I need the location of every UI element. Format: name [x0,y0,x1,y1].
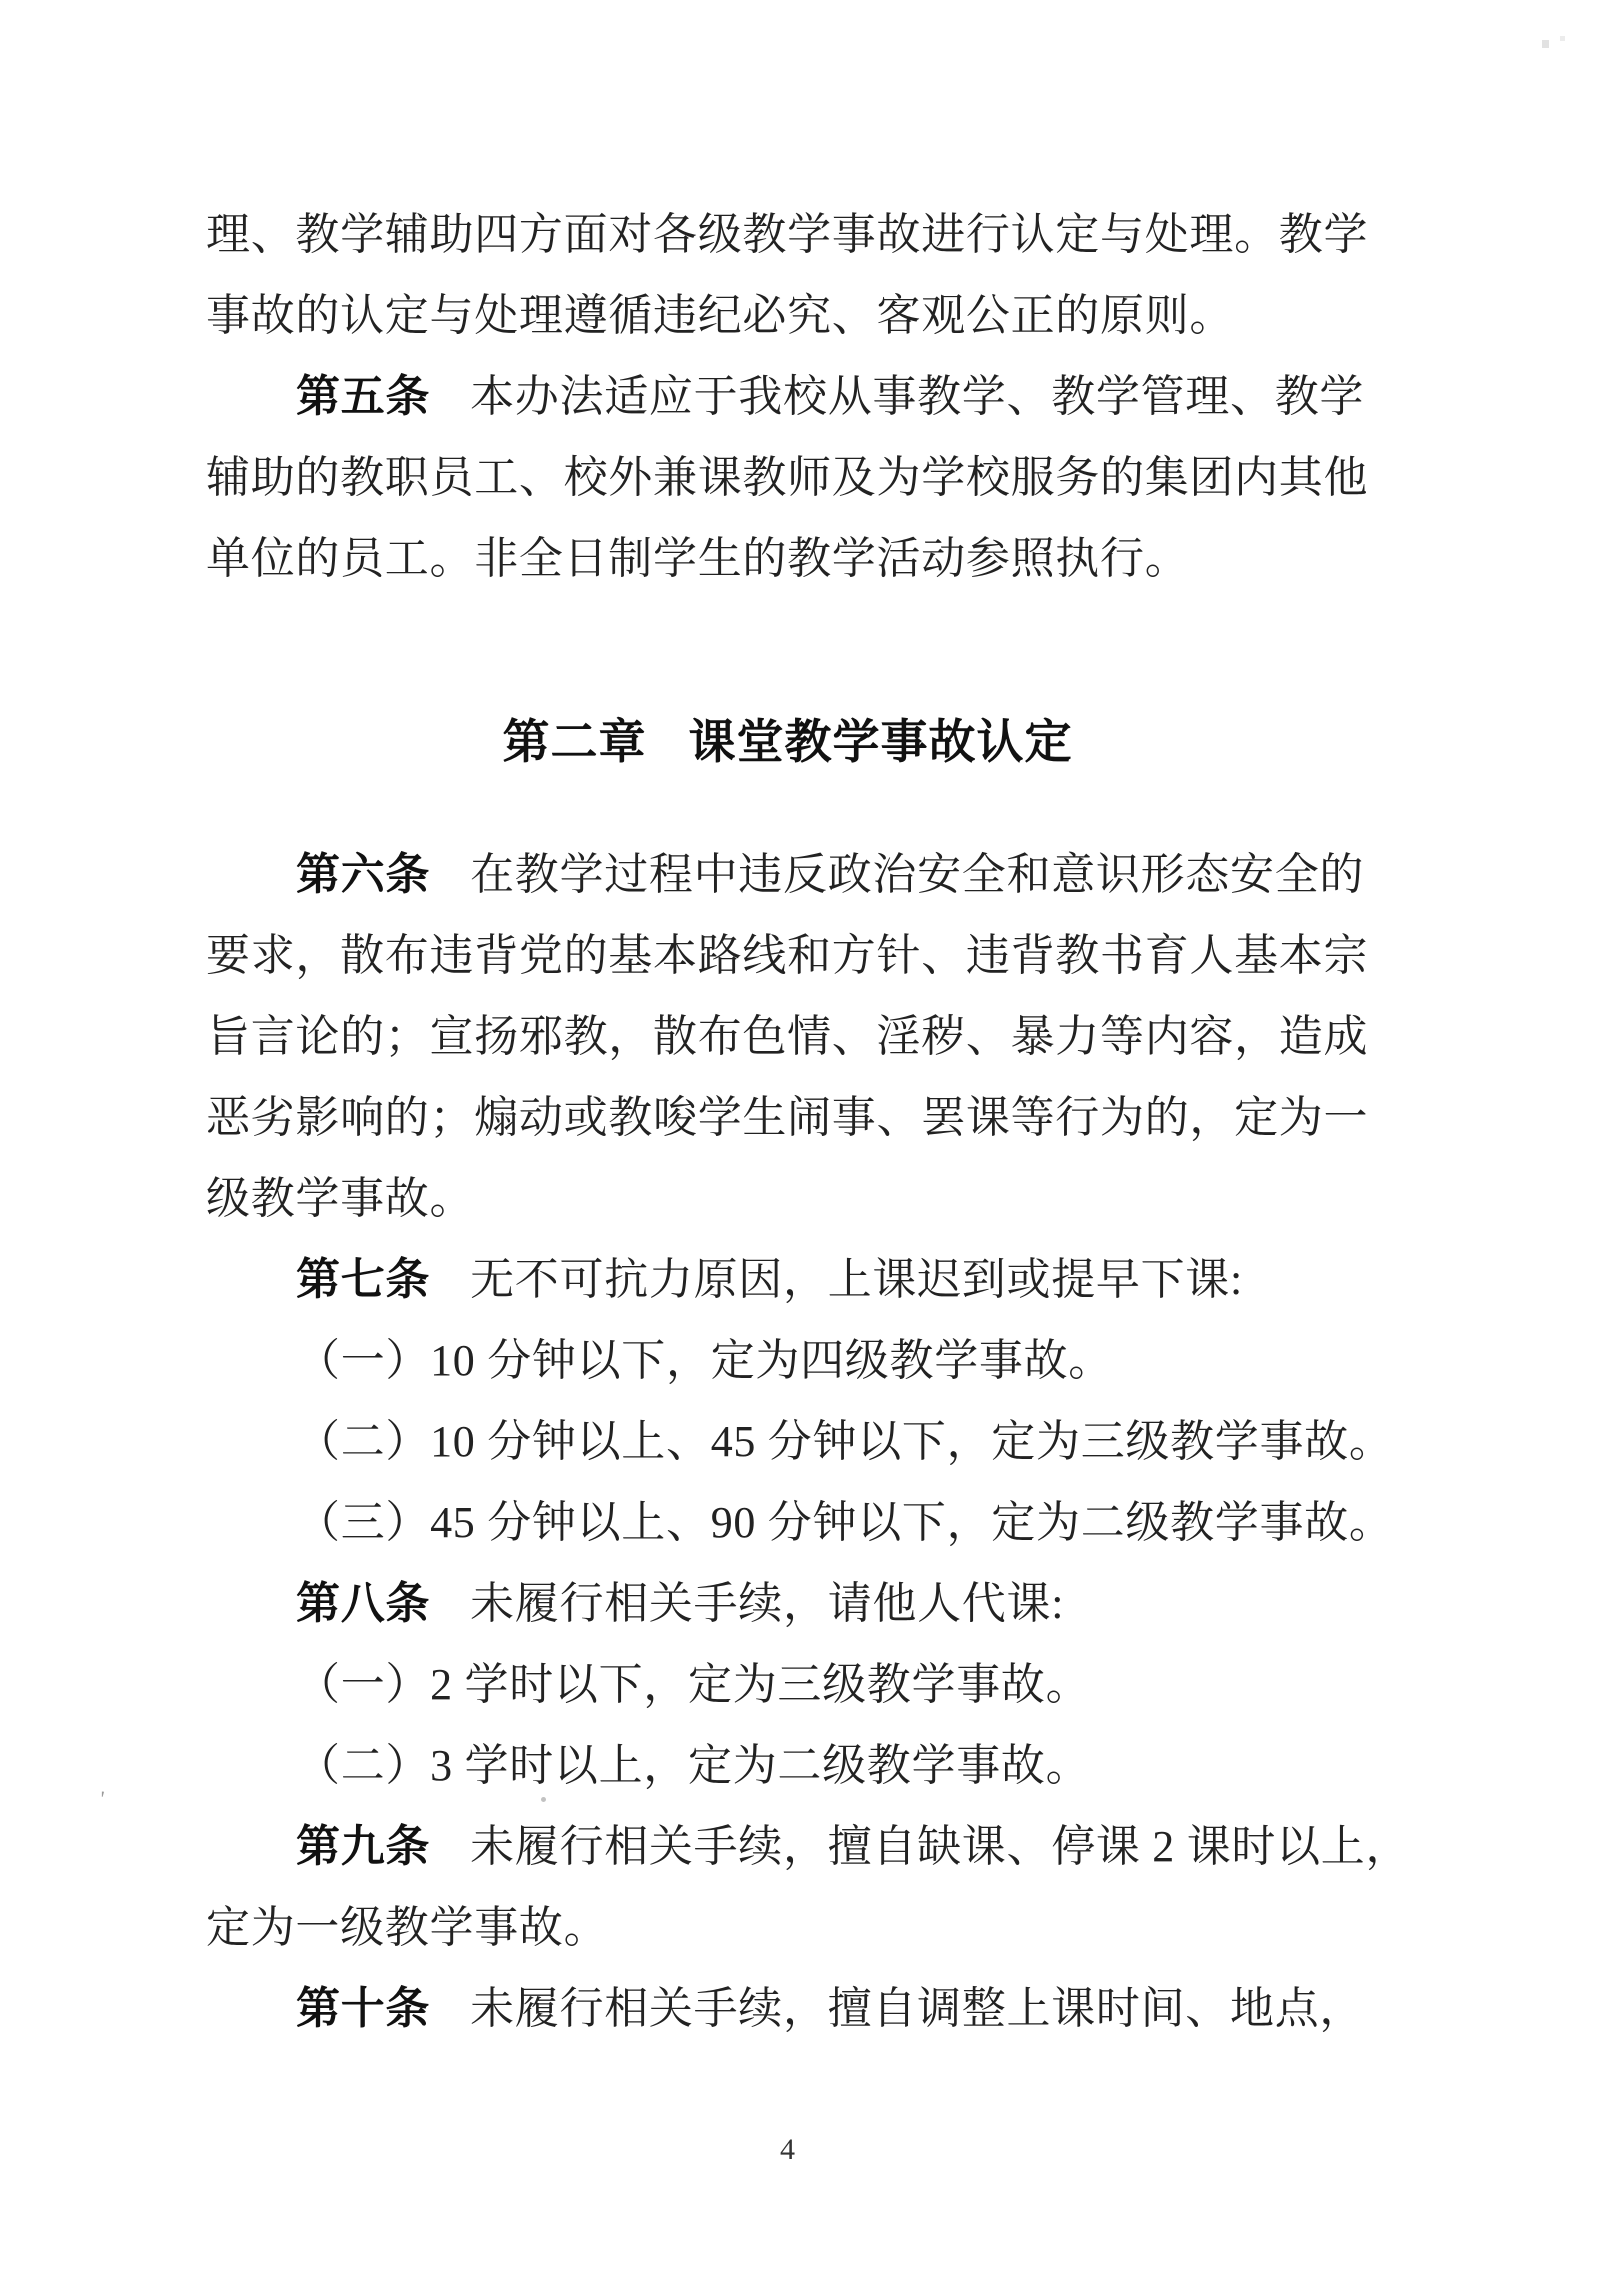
article-label: 第八条 [296,1579,431,1628]
paragraph-group-top [206,194,1369,599]
text-line [206,996,1369,1077]
text-line [206,915,1369,996]
text-line [206,437,1369,518]
line-text: 恶劣影响的；煽动或教唆学生闹事、罢课等行为的，定为一 [206,1093,1369,1142]
line-text: 要求，散布违背党的基本路线和方针、违背教书育人基本宗 [206,931,1369,980]
chapter-title: 课堂教学事故认定 [688,715,1073,768]
section-gap [206,782,1369,834]
text-line [206,1077,1369,1158]
line-text: 事故的认定与处理遵循违纪必究、客观公正的原则。 [206,291,1235,340]
text-line [206,275,1369,356]
text-line [206,1320,1369,1401]
article-label: 第七条 [296,1255,431,1304]
line-text: （三）45 分钟以上、90 分钟以下，定为二级教学事故。 [296,1498,1394,1547]
line-text: 旨言论的；宣扬邪教，散布色情、淫秽、暴力等内容，造成 [206,1012,1369,1061]
text-line [206,1563,1369,1644]
scan-artifact-tick: ' [98,1785,106,1812]
line-text: 理、教学辅助四方面对各级教学事故进行认定与处理。教学 [206,210,1369,259]
article-label: 第六条 [296,850,431,899]
section-gap [206,599,1369,701]
line-text: 未履行相关手续，请他人代课: [470,1579,1065,1628]
article-label: 第五条 [296,372,431,421]
paragraph-group-bottom [206,834,1411,2049]
article-label: 第九条 [296,1822,431,1871]
line-text: （二）3 学时以上，定为二级教学事故。 [296,1741,1091,1790]
scan-artifact-speck [1560,36,1565,41]
line-text: （二）10 分钟以上、45 分钟以下，定为三级教学事故。 [296,1417,1394,1466]
line-text: （一）2 学时以下，定为三级教学事故。 [296,1660,1091,1709]
line-text: 未履行相关手续，擅自缺课、停课 2 课时以上， [470,1822,1411,1871]
line-text: 单位的员工。非全日制学生的教学活动参照执行。 [206,534,1190,583]
text-line [206,194,1369,275]
line-text: 未履行相关手续，擅自调整上课时间、地点， [470,1984,1365,2033]
page-number: 4 [780,2133,795,2166]
text-line [206,1482,1394,1563]
text-line [206,1806,1411,1887]
line-text: （一）10 分钟以下，定为四级教学事故。 [296,1336,1113,1385]
text-line [206,356,1369,437]
text-line [206,518,1369,599]
line-text: 在教学过程中违反政治安全和意识形态安全的 [470,850,1365,899]
text-line [206,1401,1394,1482]
chapter-number: 第二章 [502,715,647,768]
article-label: 第十条 [296,1984,431,2033]
text-line [206,1239,1369,1320]
line-text: 级教学事故。 [206,1174,475,1223]
text-line [206,1887,1369,1968]
line-text: 定为一级教学事故。 [206,1903,609,1952]
scan-artifact-speck [1542,40,1549,48]
text-line [206,1968,1369,2049]
document-body [206,194,1411,2049]
line-text: 无不可抗力原因，上课迟到或提早下课: [470,1255,1243,1304]
chapter-heading [206,701,1369,782]
line-text: 辅助的教职员工、校外兼课教师及为学校服务的集团内其他 [206,453,1369,502]
line-text: 本办法适应于我校从事教学、教学管理、教学 [470,372,1365,421]
text-line [206,1158,1369,1239]
text-line [206,1725,1369,1806]
text-line [206,1644,1369,1725]
text-line [206,834,1369,915]
